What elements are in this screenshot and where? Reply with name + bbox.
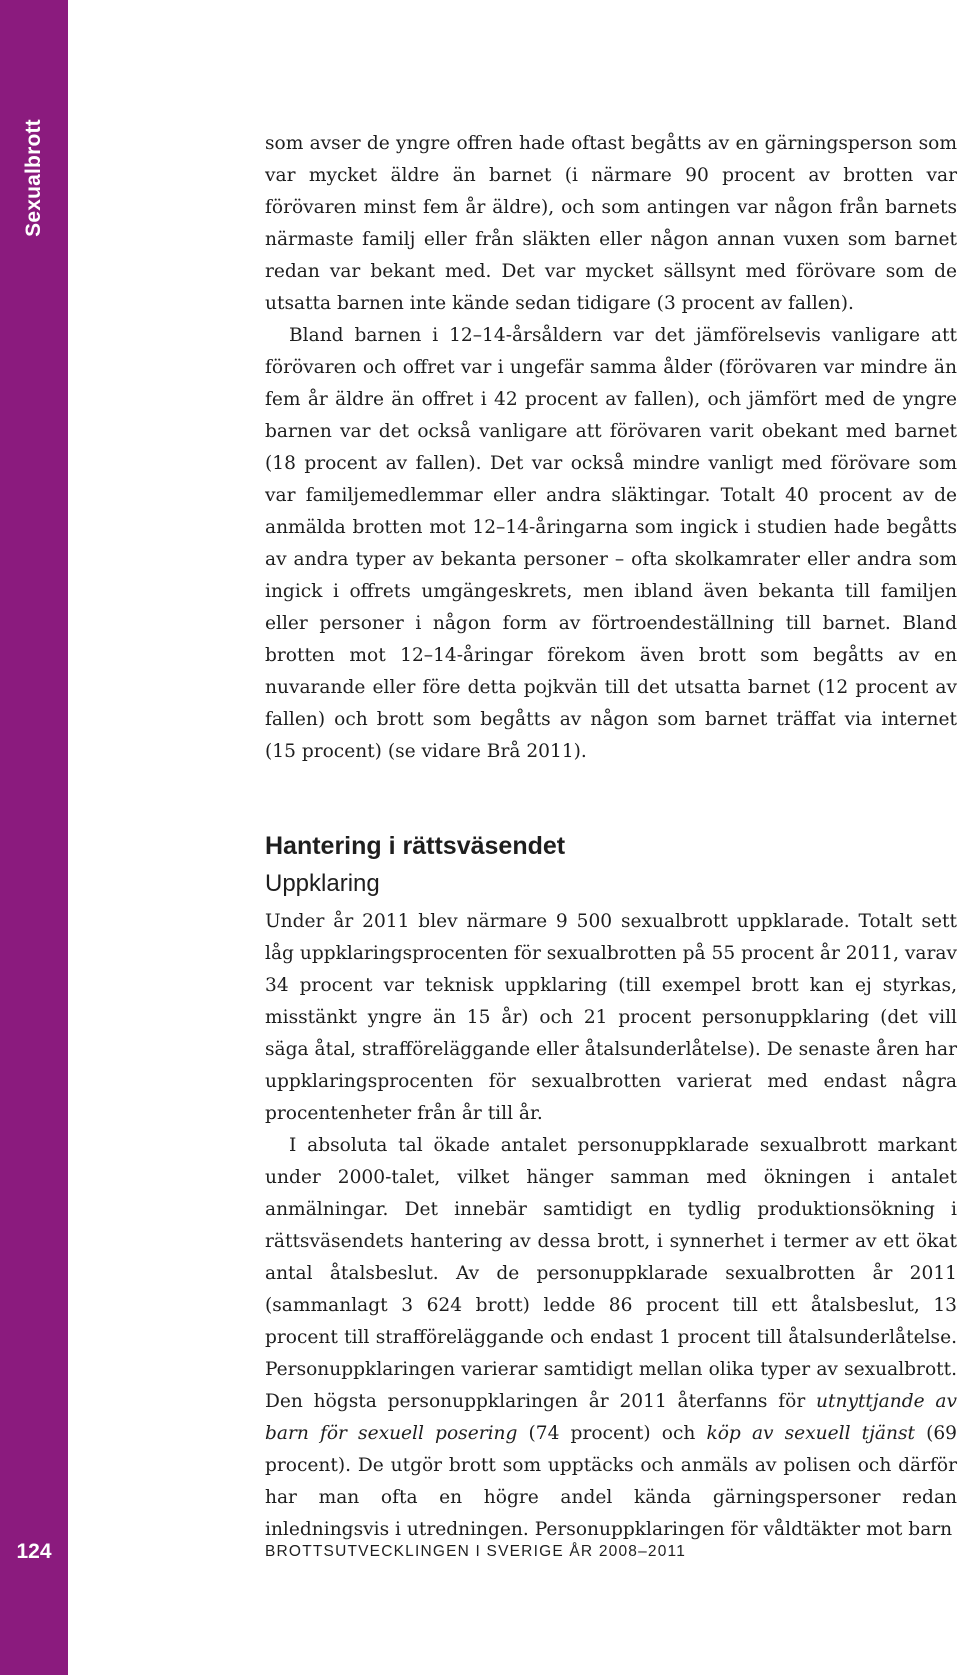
paragraph-1: som avser de yngre offren hade oftast begåtts av en gärningsperson som var mycket äldre än barnet (i närmare 90 procent av brotten var förövaren minst fem år äldre), och som antingen var någon från barnets närmaste familj eller från släkten eller någon annan vuxen som barnet redan var bekant med. Det var mycket sällsynt med förövare som de utsatta barnen inte kände sedan tidigare (3 procent av fallen). bbox=[265, 133, 957, 314]
paragraph-4-text-c: (69 procent). De utgör brott som upptäcks och anmäls av polisen och därför har man ofta en högre andel kända gärningspersoner redan inledningsvis i utredningen. Personuppklaringen för våldtäkter mot barn bbox=[265, 1423, 958, 1540]
section-title: Sexualbrott bbox=[22, 119, 45, 237]
running-footer: BROTTSUTVECKLINGEN I SVERIGE ÅR 2008–2011 bbox=[265, 1543, 687, 1560]
section-sidebar bbox=[0, 0, 68, 1675]
paragraph-4 bbox=[265, 1130, 957, 1546]
section-subheading: Uppklaring bbox=[265, 870, 380, 897]
section-heading: Hantering i rättsväsendet bbox=[265, 832, 566, 860]
paragraph-3: Under år 2011 blev närmare 9 500 sexualbrott uppklarade. Totalt sett låg uppklaringsprocenten för sexualbrotten på 55 procent år 2011, varav 34 procent var teknisk uppklaring (till exempel brott kan ej styrkas, misstänkt yngre än 15 år) och 21 procent personuppklaring (det vill säga åtal, strafföreläggande eller åtalsunderlåtelse). De senaste åren har uppklaringsprocenten för sexualbrotten varierat med endast några procentenheter från år till år. bbox=[265, 911, 957, 1124]
page-number: 124 bbox=[16, 1540, 52, 1563]
paragraph-4-text-b: (74 procent) och bbox=[517, 1423, 707, 1444]
paragraph-4-italic-2: köp av sexuell tjänst bbox=[706, 1423, 915, 1444]
paragraph-2: Bland barnen i 12–14-årsåldern var det jämförelsevis vanligare att förövaren och offret var i ungefär samma ålder (förövaren var mindre än fem år äldre än offret i 42 procent av fallen), och jämfört med de yngre barnen var det också vanligare att förövaren varit obekant med barnet (18 procent av fallen). Det var också mindre vanligt med förövare som var familjemedlemmar eller andra släktingar. Totalt 40 procent av de anmälda brotten mot 12–14-åringarna som ingick i studien hade begåtts av andra typer av bekanta personer – ofta skolkamrater eller andra som ingick i offrets umgängeskrets, men ibland även bekanta till familjen eller personer i någon form av förtroendeställning till barnet. Bland brotten mot 12–14-åringar förekom även brott som begåtts av en nuvarande eller före detta pojkvän till det utsatta barnet (12 procent av fallen) och brott som begåtts av någon som barnet träffat via internet (15 procent) (se vidare Brå 2011). bbox=[265, 325, 957, 762]
body-text bbox=[265, 128, 957, 1546]
paragraph-4-italic-1: utnyttjande av barn för sexuell posering bbox=[265, 1391, 957, 1444]
paragraph-4-text-a: I absoluta tal ökade antalet personuppklarade sexualbrott markant under 2000-talet, vilket hänger samman med ökningen i antalet anmälningar. Det innebär samtidigt en tydlig produktionsökning i rättsväsendets hantering av dessa brott, i synnerhet i termer av ett ökat antal åtalsbeslut. Av de personuppklarade sexualbrotten år 2011 (sammanlagt 3 624 brott) ledde 86 procent till ett åtalsbeslut, 13 procent till strafföreläggande och endast 1 procent till åtalsunderlåtelse. Personuppklaringen varierar samtidigt mellan olika typer av sexualbrott. Den högsta personuppklaringen år 2011 återfanns för bbox=[265, 1135, 957, 1412]
